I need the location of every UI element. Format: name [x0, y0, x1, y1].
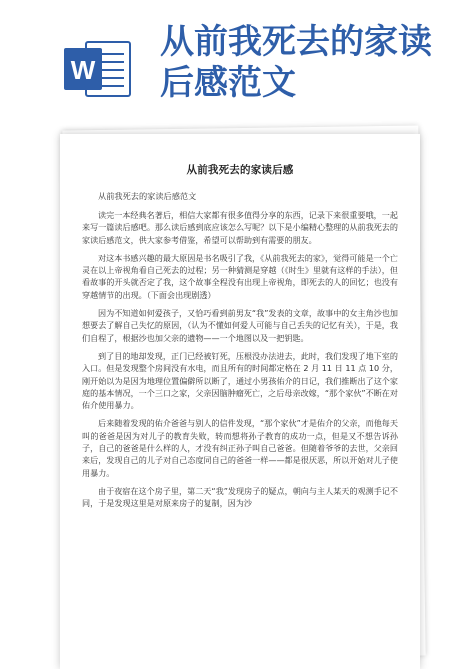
document-subtitle: 从前我死去的家读后感范文 [98, 191, 197, 201]
banner [0, 0, 474, 118]
paragraph: 后来随着发现的佑介爸爸与别人的信件发现，“那个家伙”才是佑介的父亲，而他每天叫的爸爸是因为对儿子的教育失败，转而想将孙子教育的成功一点，但是又不想告诉孙子，自己的爸爸是什么样的人，才没有纠正孙子叫自己爸爸。但随着爷爷的去世，父亲回来后，发现自己的儿子对自己态度同自己的爸爸一样——都是很厌恶，所以开始对儿子使用暴力。 [82, 418, 398, 478]
paragraph: 对这本书感兴趣的最大原因是书名吸引了我，《从前我死去的家》，觉得可能是一个亡灵在以上帝视角看自己死去的过程；另一种猜测是穿越（《时生》里就有这样的手法），但看故事的开头就否定了我，这个故事全程没有出现上帝视角，即死去的人的回忆；也没有穿越情节的出现。（下面会出现剧透） [82, 252, 398, 300]
word-icon-letter: W [70, 55, 96, 85]
paragraph: 到了目的地却发现，正门已经被钉死，压根没办法进去，此时，我们发现了地下室的入口。但是发现整个房间没有水电，而且所有的时间都定格在 2 月 11 日 11 点 10 分，刚开始以为是因为地理位置偏僻所以断了，通过小男孩佑介的日记，我们推断出了这个家庭的基本情况，一个三口之家，父亲因脑肿瘤死亡，之后母亲改嫁，“那个家伙”不断在对佑介使用暴力。 [82, 350, 398, 411]
paragraph: 因为不知道如何爱孩子，又恰巧看到前男友“我”发表的文章，故事中的女主角沙也加想要去了解自己失忆的原因，（认为不懂如何爱人可能与自己丢失的记忆有关），于是，我们自程了，根据沙也加父亲的遗物——一个地图以及一把钥匙。 [82, 308, 398, 343]
document-title: 从前我死去的家读后感 [186, 164, 294, 176]
word-document-icon [62, 38, 134, 100]
banner-title [160, 22, 470, 104]
paragraph: 由于夜宿在这个房子里，第二天“我”发现房子的疑点，朝向与主人某天的观测手记不同，于是发现这里是对原来房子的复制，因为沙 [82, 485, 398, 509]
banner-title-line-1: 从前我死去的家读 [160, 22, 432, 62]
document-page [60, 134, 420, 669]
banner-title-line-2: 后感范文 [160, 63, 296, 103]
paragraph: 读完一本经典名著后，相信大家都有很多值得分享的东西，记录下来很重要哦，一起来写一篇读后感吧。那么读后感到底应该怎么写呢？以下是小编精心整理的从前我死去的家读后感范文，供大家参考借鉴，希望可以帮助到有需要的朋友。 [82, 210, 398, 245]
